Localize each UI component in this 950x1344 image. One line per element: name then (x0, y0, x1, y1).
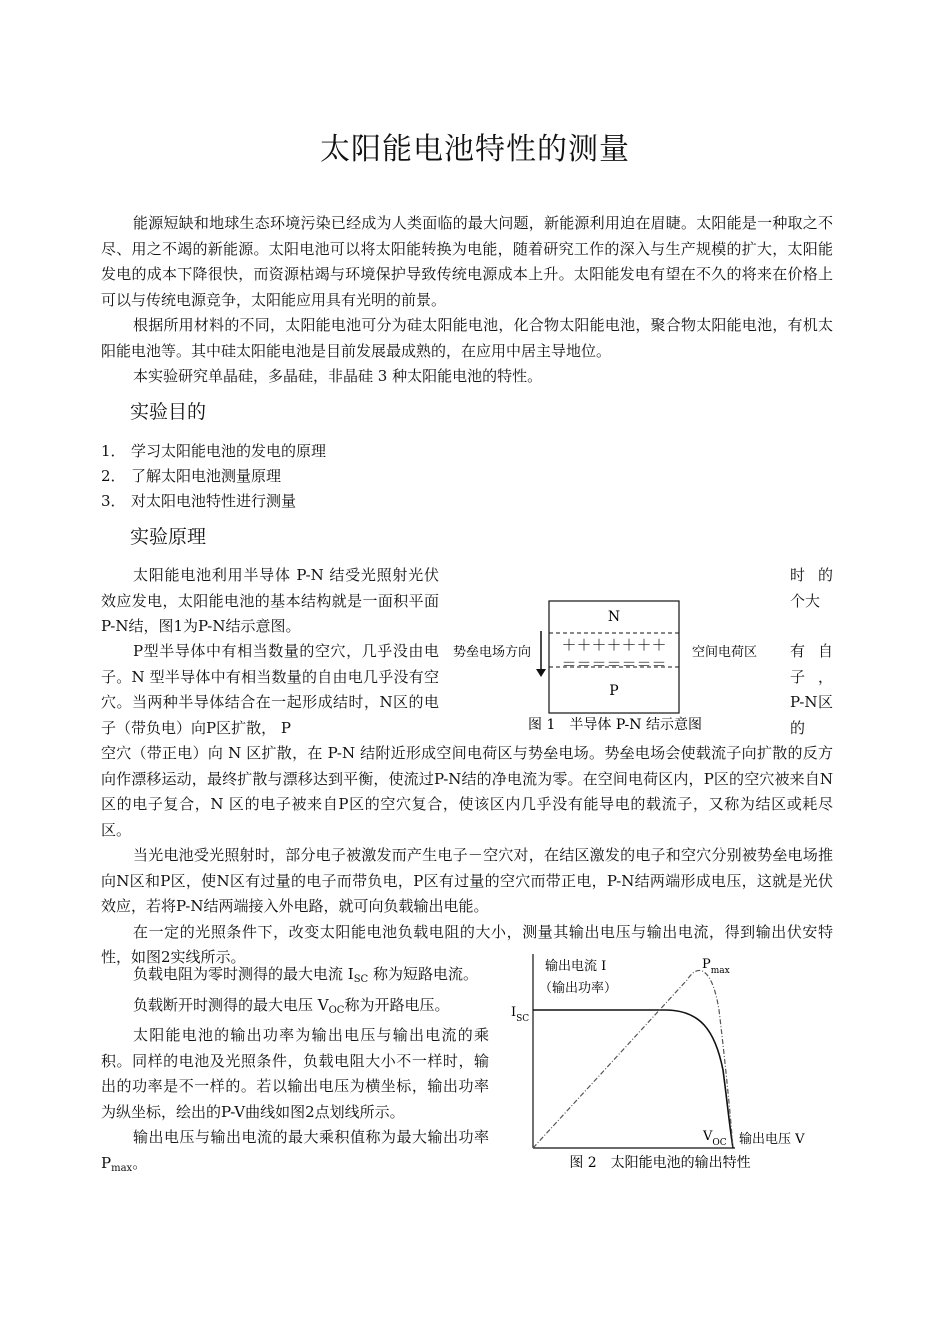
principle-paragraph-2-right: 有自子，P-N区的 (790, 642, 833, 737)
principle-section-continued (101, 741, 833, 971)
space-charge-label: 空间电荷区 (692, 645, 758, 660)
y-axis-label-secondary: （输出功率） (539, 981, 618, 996)
principle-paragraph-4: 在一定的光照条件下，改变太阳能电池负载电阻的大小，测量其输出电压与输出电流，得到输出伏安特性，如图2实线所示。 (101, 922, 833, 966)
objectives-list (101, 439, 701, 514)
p-region-label: P (609, 683, 619, 699)
figure-1-caption: 图 1 半导体 P-N 结示意图 (528, 717, 702, 733)
power-curve (533, 970, 733, 1148)
pmax-paragraph: 输出电压与输出电流的最大乘积值称为最大输出功率 $P_{max}$。 (101, 1128, 489, 1174)
principle-paragraph-1-right: 时的个大 (790, 566, 833, 610)
section-heading-objectives: 实验目的 (130, 401, 207, 423)
isc-label: $I_{SC}$ (511, 1005, 530, 1024)
power-paragraph: 太阳能电池的输出功率为输出电压与输出电流的乘积。同样的电池及光照条件，负载电阻大小不一样时，输出的功率是不一样的。若以输出电压为横坐标，输出功率为纵坐标，绘出的P-V曲线如图2点划线所示。 (101, 1026, 489, 1121)
y-axis-label: 输出电流 I (545, 959, 607, 974)
intro-section (101, 211, 833, 390)
iv-curve (533, 1010, 733, 1148)
list-item: 2． 了解太阳电池测量原理 (101, 467, 282, 485)
minus-charges: ＝＝＝＝＝＝＝ (561, 655, 667, 673)
principle-paragraph-1: 太阳能电池利用半导体 P-N 结受光照射光伏效应发电，太阳能电池的基本结构就是一面积平面P-N结，图1为P-N结示意图。 (101, 566, 439, 635)
plus-charges: ＋＋＋＋＋＋＋ (561, 636, 667, 654)
list-item: 1． 学习太阳能电池的发电的原理 (101, 442, 327, 460)
field-direction-label: 势垒电场方向 (453, 645, 532, 660)
intro-paragraph-3: 本实验研究单晶硅，多晶硅，非晶硅 3 种太阳能电池的特性。 (133, 367, 543, 385)
x-axis-label: 输出电压 V (739, 1132, 805, 1147)
n-region-label: N (607, 609, 621, 625)
intro-paragraph-1: 能源短缺和地球生态环境污染已经成为人类面临的最大问题，新能源利用迫在眉睫。太阳能是一种取之不尽、用之不竭的新能源。太阳电池可以将太阳能转换为电能，随着研究工作的深入与生产规模的扩大，太阳能发电的成本下降很快，而资源枯竭与环境保护导致传统电源成本上升。太阳能发电有望在不久的将来在价格上可以与传统电源竞争，太阳能应用具有光明的前景。 (101, 214, 833, 309)
figure-pn-junction (445, 595, 785, 740)
principle-paragraph-2-continued: 空穴（带正电）向 N 区扩散，在 P-N 结附近形成空间电荷区与势垒电场。势垒电场会使载流子向扩散的反方向作漂移运动，最终扩散与漂移达到平衡，使流过P-N结的净电流为零。在空间电荷区内，P区的空穴被来自N区的电子复合，N 区的电子被来自P区的空穴复合，使该区内几乎没有能导电的载流子，又称为结区或耗尽区。 (101, 744, 833, 839)
list-item: 3． 对太阳电池特性进行测量 (101, 492, 297, 510)
page-title: 太阳能电池特性的测量 (320, 132, 630, 167)
principle-paragraph-2: P型半导体中有相当数量的空穴，几乎没由电子。N 型半导体中有相当数量的自由电几乎没有空穴。当两种半导体结合在一起形成结时，N区的电子（带负电）向P区扩散， P (101, 642, 439, 737)
intro-paragraph-2: 根据所用材料的不同，太阳能电池可分为硅太阳能电池，化合物太阳能电池，聚合物太阳能电池，有机太阳能电池等。其中硅太阳能电池是目前发展最成熟的，在应用中居主导地位。 (101, 316, 833, 360)
pmax-label: $P_{max}$ (702, 957, 730, 976)
isc-paragraph: 负载电阻为零时测得的最大电流 $I_{SC}$ 称为短路电流。 (133, 965, 478, 985)
section-heading-principle: 实验原理 (130, 526, 207, 548)
voc-label: $V_{OC}$ (703, 1129, 727, 1148)
field-arrow-head (536, 669, 546, 677)
figure-output-characteristic (505, 950, 835, 1180)
principle-left-column (101, 962, 489, 1181)
principle-paragraph-3: 当光电池受光照射时，部分电子被激发而产生电子－空穴对，在结区激发的电子和空穴分别被势垒电场推向N区和P区，使N区有过量的电子而带负电，P区有过量的空穴而带正电，P-N结两端形成电压，这就是光伏效应，若将P-N结两端接入外电路，就可向负载输出电能。 (101, 846, 833, 915)
voc-paragraph: 负载断开时测得的最大电压 $V_{OC}$称为开路电压。 (133, 995, 450, 1016)
figure-2-caption: 图 2 太阳能电池的输出特性 (569, 1155, 751, 1171)
